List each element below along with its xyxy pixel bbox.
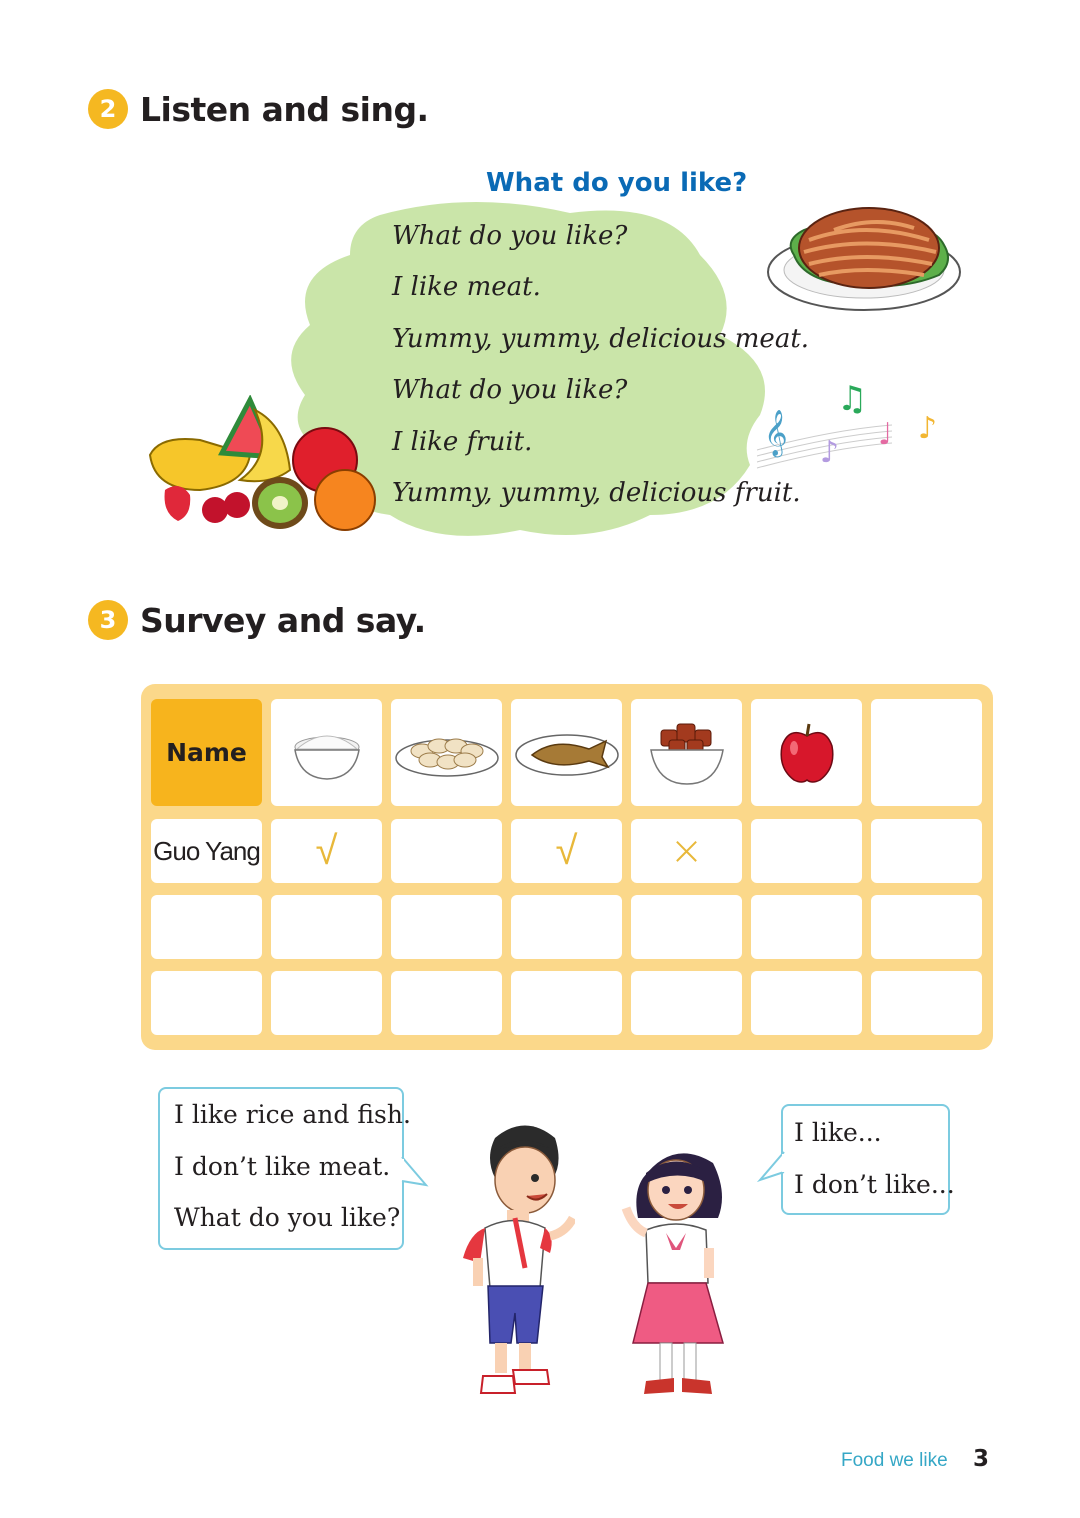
section-number-badge: 3 [88,600,128,640]
left-bubble-tail [400,1155,430,1191]
music-notes-image [752,380,952,480]
survey-table [141,684,993,1050]
survey-cell [391,895,502,959]
survey-cell [511,895,622,959]
row-name-cell [151,895,262,959]
song-line: I like fruit. [392,427,533,457]
survey-mark: √ [315,828,338,874]
girl-character-image [618,1138,738,1403]
survey-cell [871,895,982,959]
survey-mark: × [669,828,704,874]
right-bubble-tail [756,1150,786,1184]
page-number: 3 [973,1446,990,1472]
survey-cell [631,971,742,1035]
row-name-cell [151,971,262,1035]
survey-cell [511,819,622,883]
name-header-label: Name [166,738,247,767]
bubble-line: I like rice and fish. [174,1100,411,1129]
section-title: Survey and say. [140,600,426,640]
row-name: Guo Yang [153,835,260,866]
section-title: Listen and sing. [140,89,429,129]
fruit-pile-image [140,395,380,535]
song-line: I like meat. [392,272,541,302]
survey-cell [511,971,622,1035]
survey-cell [271,895,382,959]
rice-bowl-icon [292,723,362,783]
fish-icon [514,727,620,779]
meat-bowl-header-cell [631,699,742,806]
survey-cell [631,819,742,883]
svg-text:♪: ♪ [820,435,840,470]
empty-header-cell [871,699,982,806]
survey-cell [391,819,502,883]
boy-character-image [455,1118,575,1403]
svg-text:♩: ♩ [878,417,893,452]
survey-cell [631,895,742,959]
survey-cell [751,819,862,883]
song-line: What do you like? [392,221,628,251]
svg-text:♫: ♫ [837,380,868,419]
survey-cell [871,971,982,1035]
dumplings-header-cell [391,699,502,806]
survey-mark: √ [555,828,578,874]
dumplings-icon [394,726,500,780]
braised-pork-icon [647,718,727,788]
survey-cell [271,819,382,883]
rice-header-cell [271,699,382,806]
svg-text:𝄞: 𝄞 [764,410,788,456]
svg-text:♪: ♪ [918,411,938,446]
survey-cell [271,971,382,1035]
bubble-line: I like... [794,1118,882,1147]
survey-cell [871,819,982,883]
fish-header-cell [511,699,622,806]
bubble-line: I don’t like meat. [174,1152,391,1181]
name-header-cell [151,699,262,806]
meat-plate-image [764,200,964,318]
song-line: What do you like? [392,375,628,405]
song-line: Yummy, yummy, delicious meat. [392,324,810,354]
section-2-heading [88,89,429,129]
unit-title-footer: Food we like [841,1450,948,1471]
bubble-line: I don’t like... [794,1170,955,1199]
apple-header-cell [751,699,862,806]
survey-cell [391,971,502,1035]
survey-cell [751,895,862,959]
apple-icon [774,720,840,786]
section-number-badge: 2 [88,89,128,129]
survey-cell [751,971,862,1035]
song-line: Yummy, yummy, delicious fruit. [392,478,801,508]
row-name-cell [151,819,262,883]
section-3-heading [88,600,426,640]
song-title: What do you like? [486,168,748,198]
bubble-line: What do you like? [174,1203,401,1232]
